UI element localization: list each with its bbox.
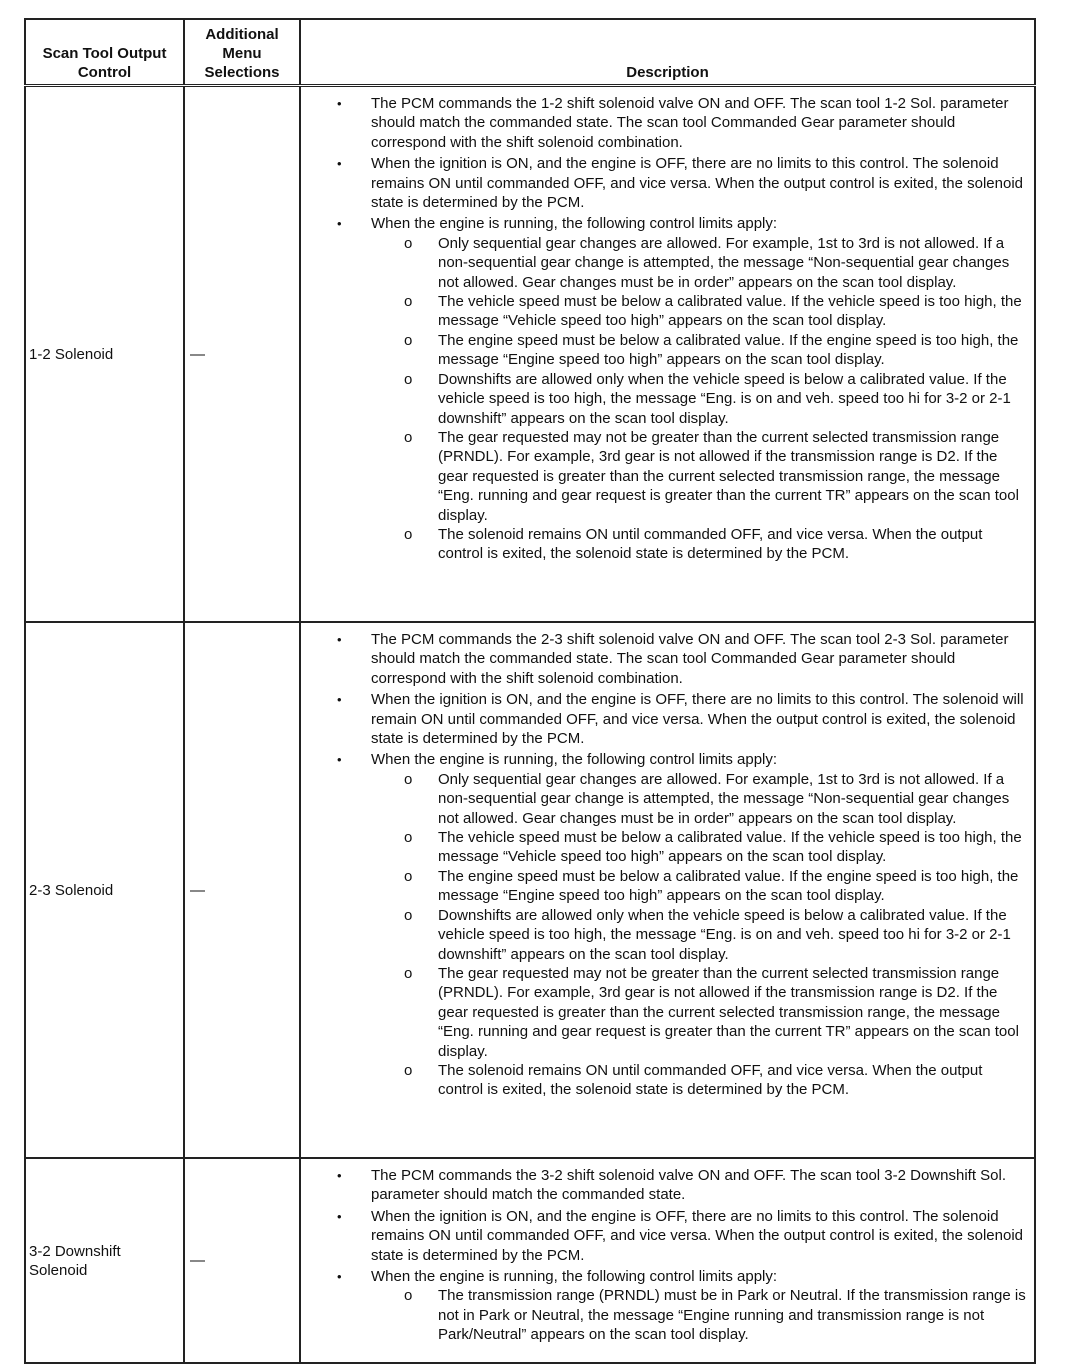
description-bullet [301, 1166, 1030, 1205]
header-additional-menu-selections: Additional Menu Selections [184, 19, 300, 86]
sub-bullet-list [371, 770, 1030, 1100]
sub-bullet-text: The solenoid remains ON until commanded OFF, and vice versa. When the output control is exited, the solenoid state is determined by the PCM. [438, 1061, 983, 1099]
description-bullet [301, 94, 1030, 152]
circle-bullet-icon: o [404, 964, 413, 982]
sub-bullet-text: The vehicle speed must be below a calibrated value. If the vehicle speed is too high, the message “Vehicle speed too high” appears on the scan tool display. [438, 829, 1022, 866]
sub-bullet-text: The vehicle speed must be below a calibrated value. If the vehicle speed is too high, the message “Vehicle speed too high” appears on the scan tool display. [438, 293, 1022, 330]
description-cell [300, 86, 1035, 623]
sub-bullet-list [371, 234, 1030, 564]
bullet-icon: • [337, 1208, 342, 1224]
description-bullet [301, 1267, 1030, 1345]
circle-bullet-icon: o [404, 234, 413, 252]
additional-menu-selection: — [184, 622, 300, 1158]
sub-bullet [301, 867, 1030, 906]
header-scan-tool-output-control: Scan Tool Output Control [25, 19, 184, 86]
description-bullet [301, 630, 1030, 688]
description-bullet [301, 750, 1030, 1099]
description-cell [300, 1158, 1035, 1363]
bullet-text: The PCM commands the 3-2 shift solenoid valve ON and OFF. The scan tool 3-2 Downshift Sol. parameter should match the commanded state. [371, 1167, 1007, 1204]
sub-bullet [301, 292, 1030, 331]
table-row [25, 622, 1035, 1158]
circle-bullet-icon: o [404, 331, 413, 349]
description-list [301, 1166, 1030, 1345]
sub-bullet-text: The solenoid remains ON until commanded OFF, and vice versa. When the output control is exited, the solenoid state is determined by the PCM. [438, 525, 983, 563]
table-body [25, 86, 1035, 1364]
sub-bullet-text: The gear requested may not be greater than the current selected transmission range (PRNDL). For example, 3rd gear is not allowed if the transmission range is D2. If the gear requested is greater than the current selected transmission range, the message “Eng. running and gear request is greater than the current TR” appears on the scan tool display. [438, 964, 1019, 1060]
circle-bullet-icon: o [404, 829, 413, 847]
circle-bullet-icon: o [404, 1287, 413, 1305]
sub-bullet [301, 828, 1030, 867]
sub-bullet [301, 964, 1030, 1061]
bullet-text: When the ignition is ON, and the engine is OFF, there are no limits to this control. The solenoid remains ON until commanded OFF, and vice versa. When the output control is exited, the solenoid state is determined by the PCM. [371, 1207, 1023, 1264]
bullet-icon: • [337, 1269, 342, 1285]
sub-bullet-list [371, 1286, 1030, 1344]
sub-bullet [301, 770, 1030, 828]
sub-bullet [301, 525, 1030, 564]
bullet-icon: • [337, 156, 342, 172]
sub-bullet [301, 1286, 1030, 1344]
bullet-icon: • [337, 632, 342, 647]
description-cell [300, 622, 1035, 1158]
bullet-text: When the engine is running, the following control limits apply: [371, 1268, 778, 1286]
sub-bullet-text: Downshifts are allowed only when the vehicle speed is below a calibrated value. If the vehicle speed is too high, the message “Eng. is on and veh. speed too hi for 3-2 or 2-1 downshift” appears on the scan tool display. [438, 370, 1011, 427]
circle-bullet-icon: o [404, 525, 413, 543]
sub-bullet-text: Only sequential gear changes are allowed. For example, 1st to 3rd is not allowed. If a non-sequential gear change is attempted, the message “Non-sequential gear changes not allowed. Gear changes must be in order” appears on the scan tool display. [438, 770, 1010, 827]
bullet-text: When the engine is running, the following control limits apply: [371, 751, 778, 769]
description-bullet [301, 214, 1030, 563]
sub-bullet [301, 906, 1030, 964]
circle-bullet-icon: o [404, 1061, 413, 1079]
bullet-text: When the engine is running, the following control limits apply: [371, 215, 778, 233]
description-bullet [301, 690, 1030, 748]
output-control-table [24, 18, 1036, 1364]
bullet-icon: • [337, 1168, 342, 1183]
sub-bullet-text: The gear requested may not be greater than the current selected transmission range (PRNDL). For example, 3rd gear is not allowed if the transmission range is D2. If the gear requested is greater than the current selected transmission range, the message “Eng. running and gear request is greater than the current TR” appears on the scan tool display. [438, 428, 1019, 524]
circle-bullet-icon: o [404, 867, 413, 885]
circle-bullet-icon: o [404, 906, 413, 924]
circle-bullet-icon: o [404, 428, 413, 446]
sub-bullet [301, 428, 1030, 525]
sub-bullet-text: The transmission range (PRNDL) must be in Park or Neutral. If the transmission range is not in Park or Neutral, the message “Engine running and transmission range is not Park/Neutral” appears on the scan tool display. [438, 1287, 1026, 1344]
bullet-text: When the ignition is ON, and the engine is OFF, there are no limits to this control. The solenoid remains ON until commanded OFF, and vice versa. When the output control is exited, the solenoid state is determined by the PCM. [371, 155, 1023, 212]
description-bullet [301, 154, 1030, 212]
circle-bullet-icon: o [404, 770, 413, 788]
additional-menu-selection: — [184, 86, 300, 623]
bullet-text: When the ignition is ON, and the engine is OFF, there are no limits to this control. The solenoid will remain ON until commanded OFF, and vice versa. When the output control is exited, the solenoid state is determined by the PCM. [371, 691, 1024, 748]
bullet-text: The PCM commands the 2-3 shift solenoid valve ON and OFF. The scan tool 2-3 Sol. parameter should match the commanded state. The scan tool Commanded Gear parameter should correspond with the shift solenoid combination. [371, 631, 1009, 687]
output-control-name: 3-2 Downshift Solenoid [25, 1158, 184, 1363]
output-control-name: 1-2 Solenoid [25, 86, 184, 623]
sub-bullet-text: The engine speed must be below a calibrated value. If the engine speed is too high, the message “Engine speed too high” appears on the scan tool display. [438, 867, 1019, 905]
sub-bullet [301, 1061, 1030, 1100]
additional-menu-selection: — [184, 1158, 300, 1363]
table-row [25, 1158, 1035, 1363]
bullet-icon: • [337, 692, 342, 708]
bullet-icon: • [337, 752, 342, 768]
sub-bullet [301, 370, 1030, 428]
circle-bullet-icon: o [404, 293, 413, 311]
sub-bullet-text: Only sequential gear changes are allowed. For example, 1st to 3rd is not allowed. If a non-sequential gear change is attempted, the message “Non-sequential gear changes not allowed. Gear changes must be in order” appears on the scan tool display. [438, 234, 1010, 291]
description-bullet [301, 1207, 1030, 1265]
bullet-text: The PCM commands the 1-2 shift solenoid valve ON and OFF. The scan tool 1-2 Sol. parameter should match the commanded state. The scan tool Commanded Gear parameter should correspond with the shift solenoid combination. [371, 95, 1009, 151]
sub-bullet [301, 331, 1030, 370]
bullet-icon: • [337, 96, 342, 111]
table-header [25, 19, 1035, 86]
sub-bullet-text: The engine speed must be below a calibrated value. If the engine speed is too high, the message “Engine speed too high” appears on the scan tool display. [438, 331, 1019, 369]
output-control-name: 2-3 Solenoid [25, 622, 184, 1158]
description-list [301, 94, 1030, 564]
description-list [301, 630, 1030, 1100]
bullet-icon: • [337, 216, 342, 232]
sub-bullet-text: Downshifts are allowed only when the vehicle speed is below a calibrated value. If the vehicle speed is too high, the message “Eng. is on and veh. speed too hi for 3-2 or 2-1 downshift” appears on the scan tool display. [438, 906, 1011, 963]
header-description: Description [300, 19, 1035, 86]
document [24, 18, 1034, 1364]
sub-bullet [301, 234, 1030, 292]
table-row [25, 86, 1035, 623]
circle-bullet-icon: o [404, 370, 413, 388]
